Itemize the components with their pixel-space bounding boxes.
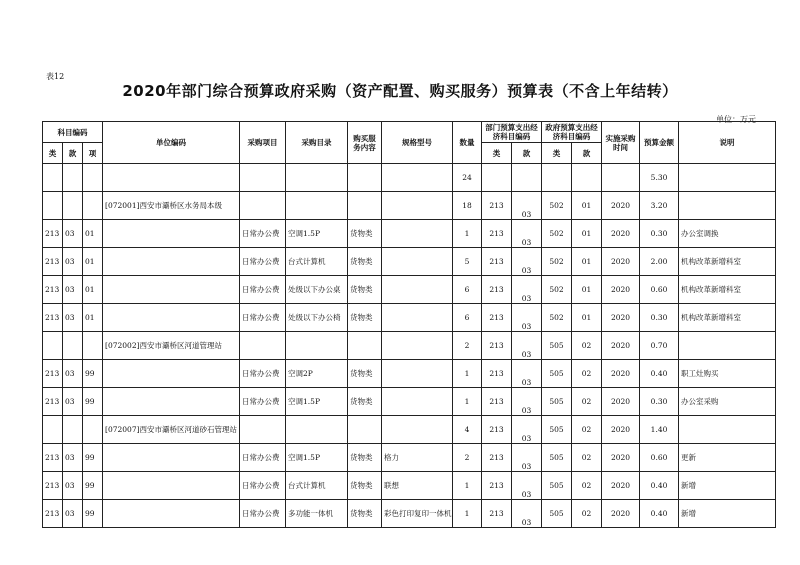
table-row	[43, 304, 776, 332]
cell-gov-lei: 502	[542, 304, 572, 332]
document-title: 2020年部门综合预算政府采购（资产配置、购买服务）预算表（不含上年结转）	[122, 82, 678, 100]
cell-xiang: 99	[83, 500, 103, 528]
cell-kuan: 03	[63, 360, 83, 388]
cell-gov-lei: 502	[542, 248, 572, 276]
cell-lei: 213	[43, 304, 63, 332]
cell-note: 新增	[679, 472, 776, 500]
cell-quantity: 1	[453, 220, 482, 248]
cell-gov-kuan: 01	[572, 192, 602, 220]
header-dept-econ-code: 部门预算支出经济科目编码	[482, 122, 542, 143]
budget-table	[42, 121, 776, 528]
cell-gov-lei: 505	[542, 416, 572, 444]
cell-procurement-item: 日常办公费	[240, 500, 286, 528]
cell-xiang	[83, 416, 103, 444]
cell-dept-kuan: 03	[512, 444, 542, 472]
cell-dept-lei: 213	[482, 444, 512, 472]
cell-amount: 0.60	[640, 276, 679, 304]
cell-procurement-catalog: 空调1.5P	[286, 444, 348, 472]
cell-spec: 彩色打印复印一体机	[382, 500, 453, 528]
header-row-1	[43, 122, 776, 143]
cell-procurement-catalog	[286, 164, 348, 192]
header-impl-time: 实施采购时间	[602, 122, 640, 164]
cell-quantity: 1	[453, 500, 482, 528]
table-row	[43, 360, 776, 388]
cell-kuan: 03	[63, 220, 83, 248]
cell-dept-lei: 213	[482, 388, 512, 416]
cell-xiang: 01	[83, 248, 103, 276]
cell-kuan: 03	[63, 388, 83, 416]
header-xiang: 项	[83, 143, 103, 164]
cell-procurement-item: 日常办公费	[240, 444, 286, 472]
cell-amount: 0.40	[640, 360, 679, 388]
cell-spec	[382, 360, 453, 388]
header-unit-code: 单位编码	[103, 122, 240, 164]
cell-lei: 213	[43, 388, 63, 416]
table-row	[43, 472, 776, 500]
cell-kuan: 03	[63, 276, 83, 304]
cell-lei: 213	[43, 248, 63, 276]
cell-quantity: 18	[453, 192, 482, 220]
header-lei: 类	[43, 143, 63, 164]
cell-unit-code	[103, 360, 240, 388]
cell-dept-kuan	[512, 164, 542, 192]
cell-gov-kuan: 01	[572, 276, 602, 304]
cell-dept-lei: 213	[482, 500, 512, 528]
cell-unit-code: [072002]西安市灞桥区河道管理站	[103, 332, 240, 360]
cell-gov-lei: 505	[542, 472, 572, 500]
cell-impl-time: 2020	[602, 220, 640, 248]
cell-gov-kuan: 02	[572, 360, 602, 388]
header-note: 说明	[679, 122, 776, 164]
cell-unit-code	[103, 276, 240, 304]
cell-service-content: 货物类	[348, 360, 382, 388]
table-body	[43, 122, 776, 528]
cell-service-content	[348, 416, 382, 444]
cell-kuan: 03	[63, 500, 83, 528]
cell-quantity: 2	[453, 332, 482, 360]
cell-procurement-catalog	[286, 332, 348, 360]
cell-note: 机构改革新增科室	[679, 276, 776, 304]
cell-kuan	[63, 164, 83, 192]
cell-lei: 213	[43, 472, 63, 500]
cell-dept-lei: 213	[482, 192, 512, 220]
cell-amount: 0.30	[640, 388, 679, 416]
cell-unit-code	[103, 500, 240, 528]
cell-amount: 0.60	[640, 444, 679, 472]
cell-lei	[43, 164, 63, 192]
header-amount: 预算金额	[640, 122, 679, 164]
cell-dept-kuan: 03	[512, 304, 542, 332]
cell-xiang: 99	[83, 472, 103, 500]
cell-note: 办公室调换	[679, 220, 776, 248]
cell-unit-code: [072001]西安市灞桥区水务局本级	[103, 192, 240, 220]
cell-service-content: 货物类	[348, 304, 382, 332]
cell-service-content: 货物类	[348, 276, 382, 304]
cell-amount: 0.70	[640, 332, 679, 360]
cell-dept-lei: 213	[482, 276, 512, 304]
header-subject-code: 科目编码	[43, 122, 103, 143]
cell-xiang	[83, 192, 103, 220]
cell-unit-code	[103, 472, 240, 500]
cell-spec	[382, 220, 453, 248]
header-gov-econ-code: 政府预算支出经济科目编码	[542, 122, 602, 143]
cell-spec: 格力	[382, 444, 453, 472]
cell-quantity: 1	[453, 472, 482, 500]
cell-spec	[382, 388, 453, 416]
cell-impl-time: 2020	[602, 248, 640, 276]
cell-note	[679, 332, 776, 360]
cell-note: 新增	[679, 500, 776, 528]
cell-impl-time	[602, 164, 640, 192]
cell-dept-lei: 213	[482, 472, 512, 500]
cell-procurement-catalog: 台式计算机	[286, 472, 348, 500]
cell-service-content: 货物类	[348, 444, 382, 472]
cell-gov-lei: 505	[542, 332, 572, 360]
table-row	[43, 164, 776, 192]
cell-procurement-item: 日常办公费	[240, 360, 286, 388]
cell-amount: 2.00	[640, 248, 679, 276]
cell-dept-kuan: 03	[512, 248, 542, 276]
cell-procurement-catalog	[286, 192, 348, 220]
cell-kuan: 03	[63, 472, 83, 500]
cell-note	[679, 192, 776, 220]
cell-kuan: 03	[63, 304, 83, 332]
cell-impl-time: 2020	[602, 276, 640, 304]
cell-gov-lei: 502	[542, 192, 572, 220]
cell-procurement-catalog: 空调1.5P	[286, 388, 348, 416]
cell-spec: 联想	[382, 472, 453, 500]
cell-dept-kuan: 03	[512, 472, 542, 500]
cell-spec	[382, 332, 453, 360]
cell-service-content: 货物类	[348, 388, 382, 416]
table-row	[43, 416, 776, 444]
cell-gov-kuan: 02	[572, 500, 602, 528]
cell-impl-time: 2020	[602, 192, 640, 220]
cell-spec	[382, 416, 453, 444]
cell-dept-lei: 213	[482, 360, 512, 388]
cell-xiang: 99	[83, 444, 103, 472]
header-kuan: 款	[63, 143, 83, 164]
cell-procurement-catalog: 多功能一体机	[286, 500, 348, 528]
cell-procurement-item: 日常办公费	[240, 388, 286, 416]
cell-lei: 213	[43, 220, 63, 248]
table-row	[43, 248, 776, 276]
cell-procurement-catalog: 空调2P	[286, 360, 348, 388]
cell-dept-lei: 213	[482, 248, 512, 276]
cell-lei: 213	[43, 360, 63, 388]
cell-xiang: 99	[83, 388, 103, 416]
cell-spec	[382, 248, 453, 276]
cell-spec	[382, 164, 453, 192]
cell-kuan: 03	[63, 444, 83, 472]
cell-dept-lei: 213	[482, 304, 512, 332]
cell-impl-time: 2020	[602, 444, 640, 472]
cell-quantity: 5	[453, 248, 482, 276]
header-procurement-catalog: 采购目录	[286, 122, 348, 164]
cell-dept-lei: 213	[482, 416, 512, 444]
header-service-content: 购买服务内容	[348, 122, 382, 164]
cell-service-content: 货物类	[348, 500, 382, 528]
cell-dept-kuan: 03	[512, 192, 542, 220]
cell-amount: 3.20	[640, 192, 679, 220]
cell-dept-kuan: 03	[512, 388, 542, 416]
cell-gov-lei: 505	[542, 360, 572, 388]
cell-quantity: 6	[453, 276, 482, 304]
cell-unit-code	[103, 164, 240, 192]
cell-lei	[43, 192, 63, 220]
cell-impl-time: 2020	[602, 388, 640, 416]
header-gov-kuan: 款	[572, 143, 602, 164]
cell-impl-time: 2020	[602, 500, 640, 528]
cell-gov-kuan: 02	[572, 332, 602, 360]
cell-quantity: 2	[453, 444, 482, 472]
cell-quantity: 1	[453, 388, 482, 416]
cell-note: 机构改革新增科室	[679, 248, 776, 276]
cell-note: 更新	[679, 444, 776, 472]
cell-note	[679, 164, 776, 192]
cell-gov-kuan: 01	[572, 220, 602, 248]
cell-spec	[382, 276, 453, 304]
cell-unit-code	[103, 220, 240, 248]
cell-service-content: 货物类	[348, 472, 382, 500]
cell-lei: 213	[43, 444, 63, 472]
cell-gov-lei: 505	[542, 388, 572, 416]
cell-procurement-item	[240, 164, 286, 192]
table-row	[43, 444, 776, 472]
cell-dept-kuan: 03	[512, 360, 542, 388]
cell-impl-time: 2020	[602, 304, 640, 332]
cell-dept-kuan: 03	[512, 220, 542, 248]
cell-xiang	[83, 332, 103, 360]
cell-procurement-catalog: 处级以下办公椅	[286, 304, 348, 332]
cell-gov-kuan: 02	[572, 472, 602, 500]
cell-procurement-item: 日常办公费	[240, 472, 286, 500]
cell-gov-kuan: 02	[572, 416, 602, 444]
cell-xiang: 99	[83, 360, 103, 388]
cell-spec	[382, 304, 453, 332]
cell-procurement-item: 日常办公费	[240, 220, 286, 248]
header-procurement-item: 采购项目	[240, 122, 286, 164]
cell-lei: 213	[43, 500, 63, 528]
cell-lei	[43, 332, 63, 360]
cell-gov-kuan: 02	[572, 444, 602, 472]
cell-lei	[43, 416, 63, 444]
header-dept-kuan: 款	[512, 143, 542, 164]
cell-kuan	[63, 332, 83, 360]
cell-impl-time: 2020	[602, 416, 640, 444]
cell-unit-code	[103, 388, 240, 416]
table-row	[43, 332, 776, 360]
cell-dept-kuan: 03	[512, 332, 542, 360]
cell-unit-code	[103, 304, 240, 332]
cell-quantity: 1	[453, 360, 482, 388]
cell-dept-lei: 213	[482, 332, 512, 360]
cell-dept-kuan: 03	[512, 416, 542, 444]
cell-quantity: 6	[453, 304, 482, 332]
table-row	[43, 192, 776, 220]
unit-label: 单位：万元	[716, 115, 756, 124]
cell-procurement-item: 日常办公费	[240, 248, 286, 276]
cell-service-content: 货物类	[348, 248, 382, 276]
cell-kuan	[63, 192, 83, 220]
cell-amount: 1.40	[640, 416, 679, 444]
cell-procurement-item	[240, 332, 286, 360]
cell-dept-kuan: 03	[512, 276, 542, 304]
header-dept-lei: 类	[482, 143, 512, 164]
header-gov-lei: 类	[542, 143, 572, 164]
table-row	[43, 276, 776, 304]
cell-kuan	[63, 416, 83, 444]
cell-dept-lei	[482, 164, 512, 192]
cell-procurement-item	[240, 416, 286, 444]
cell-amount: 0.40	[640, 500, 679, 528]
cell-impl-time: 2020	[602, 360, 640, 388]
header-quantity: 数量	[453, 122, 482, 164]
cell-gov-lei	[542, 164, 572, 192]
cell-xiang: 01	[83, 220, 103, 248]
cell-dept-kuan: 03	[512, 500, 542, 528]
cell-service-content	[348, 192, 382, 220]
cell-lei: 213	[43, 276, 63, 304]
cell-amount: 0.30	[640, 304, 679, 332]
table-row	[43, 388, 776, 416]
cell-xiang: 01	[83, 304, 103, 332]
header-spec: 规格型号	[382, 122, 453, 164]
cell-impl-time: 2020	[602, 472, 640, 500]
cell-quantity: 4	[453, 416, 482, 444]
cell-xiang: 01	[83, 276, 103, 304]
cell-kuan: 03	[63, 248, 83, 276]
cell-amount: 5.30	[640, 164, 679, 192]
cell-procurement-item: 日常办公费	[240, 304, 286, 332]
cell-amount: 0.30	[640, 220, 679, 248]
cell-gov-kuan: 01	[572, 248, 602, 276]
cell-dept-lei: 213	[482, 220, 512, 248]
cell-gov-kuan: 02	[572, 388, 602, 416]
cell-note: 办公室采购	[679, 388, 776, 416]
cell-unit-code	[103, 248, 240, 276]
cell-gov-lei: 502	[542, 220, 572, 248]
cell-procurement-catalog: 台式计算机	[286, 248, 348, 276]
cell-procurement-item	[240, 192, 286, 220]
cell-quantity: 24	[453, 164, 482, 192]
table-row	[43, 500, 776, 528]
cell-gov-lei: 505	[542, 444, 572, 472]
cell-procurement-catalog	[286, 416, 348, 444]
cell-gov-kuan: 01	[572, 304, 602, 332]
cell-gov-kuan	[572, 164, 602, 192]
table-number: 表12	[46, 72, 65, 81]
cell-service-content	[348, 164, 382, 192]
cell-amount: 0.40	[640, 472, 679, 500]
cell-procurement-catalog: 处级以下办公桌	[286, 276, 348, 304]
cell-service-content: 货物类	[348, 220, 382, 248]
cell-service-content	[348, 332, 382, 360]
cell-unit-code	[103, 444, 240, 472]
cell-spec	[382, 192, 453, 220]
cell-note	[679, 416, 776, 444]
cell-impl-time: 2020	[602, 332, 640, 360]
table-row	[43, 220, 776, 248]
cell-xiang	[83, 164, 103, 192]
cell-procurement-item: 日常办公费	[240, 276, 286, 304]
cell-note: 机构改革新增科室	[679, 304, 776, 332]
cell-unit-code: [072007]西安市灞桥区河道砂石管理站	[103, 416, 240, 444]
cell-gov-lei: 505	[542, 500, 572, 528]
cell-note: 职工灶购买	[679, 360, 776, 388]
cell-procurement-catalog: 空调1.5P	[286, 220, 348, 248]
cell-gov-lei: 502	[542, 276, 572, 304]
